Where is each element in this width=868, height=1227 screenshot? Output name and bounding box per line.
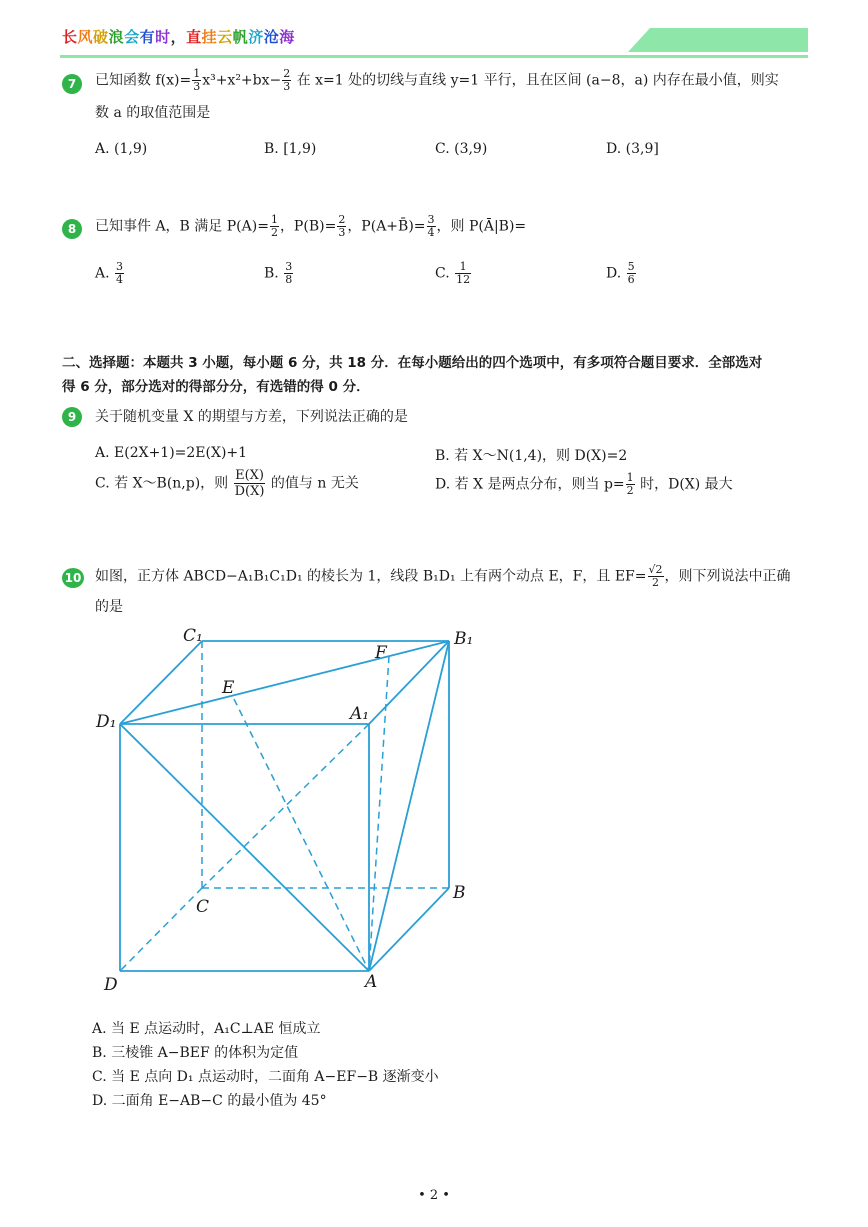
q7-line2: 数 a 的取值范围是: [95, 105, 211, 121]
q7-line1: 已知函数 f(x)= $\frac{1}{3}$ x³+x²+bx− $\frac{2}{3}$ 在 x=1 处的切线与直线 y=1 平行，且在区间 (a−8，a) 内存在最小值，则实: [95, 67, 779, 93]
hidden-line-f-a: [369, 656, 389, 971]
q10-option-b: B. 三棱锥 A−BEF 的体积为定值: [92, 1045, 299, 1061]
q10-line2: 的是: [95, 599, 123, 615]
label-f: F: [375, 643, 387, 663]
slogan-char: 有: [139, 28, 156, 46]
label-d: D: [104, 975, 118, 995]
q9-option-b: B. 若 X～N(1,4)，则 D(X)=2: [435, 448, 628, 464]
slogan-char: ，: [170, 28, 187, 46]
hidden-edge-c-d: [120, 888, 202, 971]
label-e: E: [222, 678, 235, 698]
slogan-char: 云: [217, 28, 233, 46]
q10-line1: 如图，正方体 ABCD−A₁B₁C₁D₁ 的棱长为 1，线段 B₁D₁ 上有两个动点 E，F，且 EF= $\frac{√2}{2}$ ，则下列说法中正确: [95, 563, 791, 589]
q8-line1: 已知事件 A，B 满足 P(A)= $\frac{1}{2}$ ，P(B)= $\frac{2}{3}$ ，P(A+B̄)= $\frac{3}{4}$ ，则 P(Ā|B)=: [95, 213, 527, 239]
slogan-char: 会: [124, 28, 140, 46]
q9-option-c: C. 若 X～B(n,p)，则 $\frac{E(X)}{D(X)}$ 的值与 n 无关: [95, 468, 359, 499]
q8-option-b: B. $\frac{3}{8}$: [264, 260, 293, 286]
q8-option-d: D. $\frac{5}{6}$: [606, 260, 635, 286]
question-number-8: 8: [62, 219, 82, 239]
question-number-9: 9: [62, 407, 82, 427]
slogan-char: 挂: [201, 28, 218, 46]
label-b: B: [453, 883, 466, 903]
q9-option-a: A. E(2X+1)=2E(X)+1: [95, 445, 248, 461]
section2-line1: 二、选择题：本题共 3 小题，每小题 6 分，共 18 分．在每小题给出的四个选项中，有多项符合题目要求．全部选对: [62, 355, 763, 371]
slogan-char: 风: [77, 28, 94, 46]
diag-b1-a: [369, 641, 449, 971]
slogan-char: 海: [279, 28, 295, 46]
edge-a-b: [369, 888, 449, 971]
q10-option-a: A. 当 E 点运动时，A₁C⊥AE 恒成立: [92, 1021, 321, 1037]
slogan-char: 长: [62, 28, 78, 46]
q10-option-d: D. 二面角 E−AB−C 的最小值为 45°: [92, 1093, 327, 1109]
q7-option-b: B. [1,9): [264, 141, 317, 157]
slogan-char: 直: [186, 28, 202, 46]
question-number-7: 7: [62, 74, 82, 94]
label-a: A: [365, 972, 378, 992]
label-d1: D₁: [96, 712, 117, 732]
slogan-char: 时: [155, 28, 171, 46]
q10-option-c: C. 当 E 点向 D₁ 点运动时，二面角 A−EF−B 逐渐变小: [92, 1069, 439, 1085]
section2-line2: 得 6 分，部分选对的得部分分，有选错的得 0 分．: [62, 379, 370, 395]
q7-option-a: A. (1,9): [95, 141, 148, 157]
slogan-char: 破: [93, 28, 109, 46]
question-number-10: 10: [62, 568, 84, 588]
q8-option-c: C. $\frac{1}{12}$: [435, 260, 471, 286]
label-c1: C₁: [183, 626, 203, 646]
slogan-char: 济: [248, 28, 264, 46]
hidden-diag-a1-c: [202, 724, 369, 888]
q9-option-d: D. 若 X 是两点分布，则当 p= $\frac{1}{2}$ 时，D(X) 最大: [435, 471, 733, 497]
slogan-char: 帆: [232, 28, 249, 46]
slogan-char: 沧: [263, 28, 280, 46]
q7-option-c: C. (3,9): [435, 141, 488, 157]
page-number: • 2 •: [418, 1188, 450, 1203]
q9-text: 关于随机变量 X 的期望与方差，下列说法正确的是: [95, 409, 408, 425]
edge-c1-d1: [120, 641, 202, 724]
q7-option-d: D. (3,9]: [606, 141, 659, 157]
diag-d1-b1: [120, 641, 449, 724]
slogan-char: 浪: [108, 28, 125, 46]
q8-option-a: A. $\frac{3}{4}$: [95, 260, 124, 286]
label-c: C: [196, 897, 210, 917]
label-b1: B₁: [454, 629, 474, 649]
hidden-line-e-a: [234, 699, 369, 971]
label-a1: A₁: [350, 704, 370, 724]
